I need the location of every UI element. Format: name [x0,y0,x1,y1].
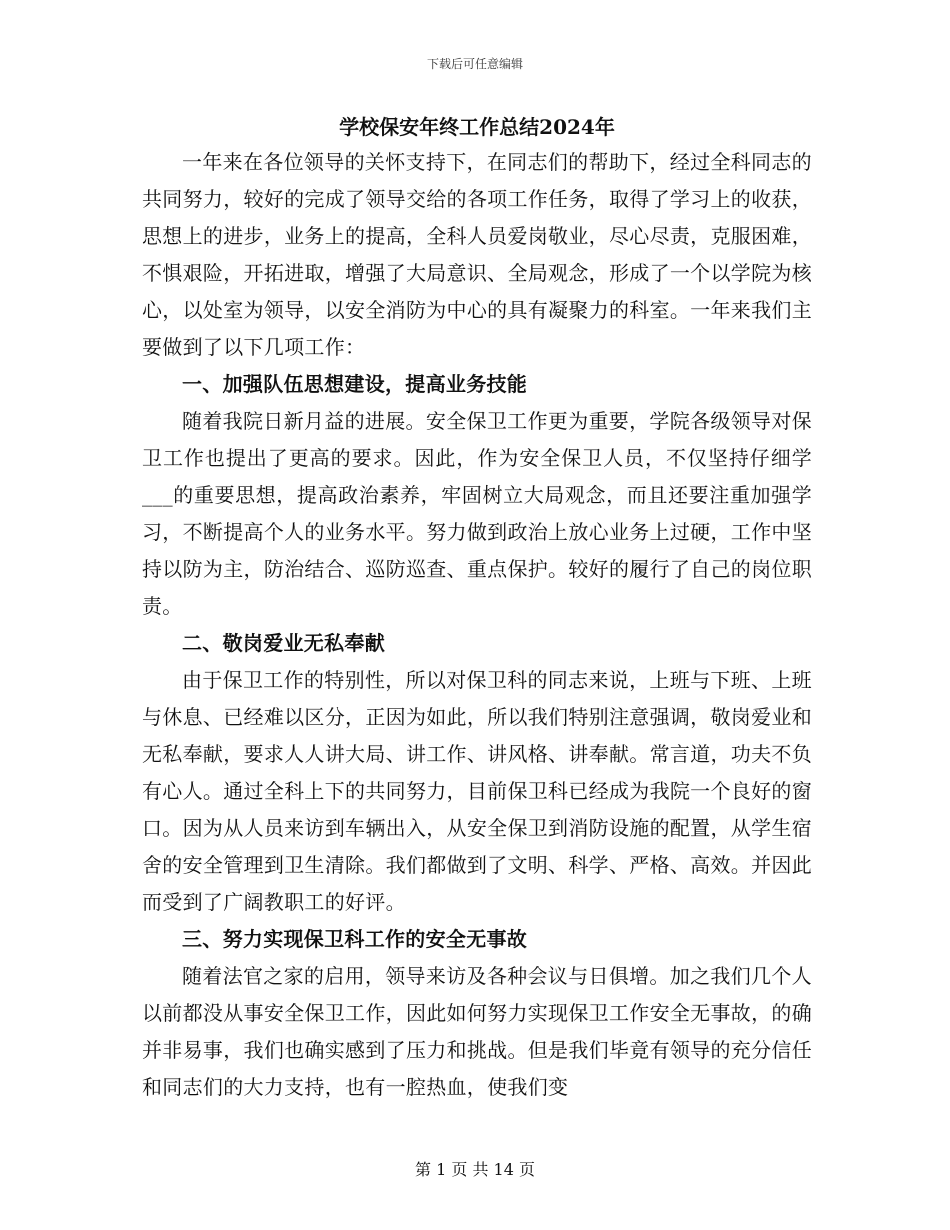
section-heading-1: 一、加强队伍思想建设，提高业务技能 [182,372,528,396]
document-body [142,110,812,1106]
section-paragraph-1: 随着我院日新月益的进展。安全保卫工作更为重要，学院各级领导对保卫工作也提出了更高的要求。因此，作为安全保卫人员，不仅坚持仔细学___的重要思想，提高政治素养，牢固树立大局观念，而且还要注重加强学习，不断提高个人的业务水平。努力做到政治上放心业务上过硬，工作中坚持以防为主，防治结合、巡防巡查、重点保护。较好的履行了自己的岗位职责。 [142,409,812,618]
document-title: 学校保安年终工作总结2024年 [339,115,615,139]
section-heading-2: 二、敬岗爱业无私奉献 [182,631,385,655]
intro-paragraph: 一年来在各位领导的关怀支持下，在同志们的帮助下，经过全科同志的共同努力，较好的完成了领导交给的各项工作任务，取得了学习上的收获，思想上的进步，业务上的提高，全科人员爱岗敬业，尽心尽责，克服困难，不惧艰险，开拓进取，增强了大局意识、全局观念，形成了一个以学院为核心，以处室为领导，以安全消防为中心的具有凝聚力的科室。一年来我们主要做到了以下几项工作： [142,150,812,359]
section-paragraph-2: 由于保卫工作的特别性，所以对保卫科的同志来说，上班与下班、上班与休息、已经难以区分，正因为如此，所以我们特别注意强调，敬岗爱业和无私奉献，要求人人讲大局、讲工作、讲风格、讲奉献。常言道，功夫不负有心人。通过全科上下的共同努力，目前保卫科已经成为我院一个良好的窗口。因为从人员来访到车辆出入，从安全保卫到消防设施的配置，从学生宿舍的安全管理到卫生清除。我们都做到了文明、科学、严格、高效。并因此而受到了广阔教职工的好评。 [142,668,812,914]
section-heading-3: 三、努力实现保卫科工作的安全无事故 [182,927,528,951]
page-number: 第 1 页 共 14 页 [415,1160,535,1179]
header-note: 下载后可任意编辑 [426,57,523,71]
section-paragraph-3: 随着法官之家的启用，领导来访及各种会议与日俱增。加之我们几个人以前都没从事安全保卫工作，因此如何努力实现保卫工作安全无事故，的确并非易事，我们也确实感到了压力和挑战。但是我们毕竟有领导的充分信任和同志们的大力支持，也有一腔热血，使我们变 [142,964,812,1099]
